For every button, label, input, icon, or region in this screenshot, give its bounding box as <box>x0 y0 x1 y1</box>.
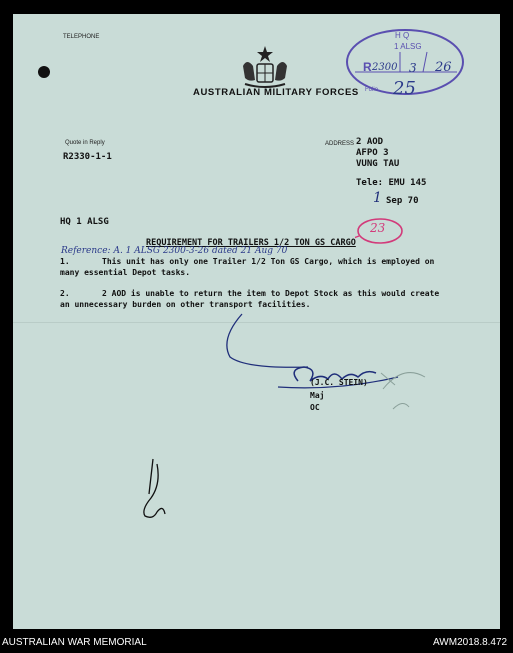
letter-date: Sep 70 <box>386 196 419 206</box>
date-day-handwritten: 1 <box>373 190 382 206</box>
paragraph-1-line-2: many essential Depot tasks. <box>60 268 191 277</box>
telephone-number: Tele: EMU 145 <box>356 178 427 188</box>
reference-number: R2330-1-1 <box>63 152 112 162</box>
stamp-folio-number: 25 <box>393 78 416 99</box>
quote-in-reply-label: Quote in Reply <box>65 140 105 146</box>
footer-accession-number: AWM2018.8.472 <box>433 637 508 648</box>
subject-line: REQUIREMENT FOR TRAILERS 1/2 TON GS CARGO <box>146 238 356 248</box>
address-line-3: VUNG TAU <box>356 159 400 169</box>
document-page <box>13 14 500 629</box>
signatory-role: OC <box>310 403 320 412</box>
footer-bar <box>0 633 513 653</box>
addressee: HQ 1 ALSG <box>60 217 109 227</box>
address-label: ADDRESS <box>325 141 355 147</box>
footer-credit: AUSTRALIAN WAR MEMORIAL <box>2 637 147 648</box>
paragraph-2-number: 2. <box>60 289 70 298</box>
paragraph-2-line-1: 2 AOD is unable to return the item to Depot Stock as this would create <box>102 289 440 298</box>
signatory-rank: Maj <box>310 391 325 400</box>
stamp-file-prefix: R <box>363 60 372 74</box>
ink-blot <box>38 66 50 78</box>
stamp-file-number-2: 3 <box>409 61 417 75</box>
paragraph-2-line-2: an unnecessary burden on other transport facilities. <box>60 300 311 309</box>
signatory-name: (J.C. STEIN) <box>310 378 368 387</box>
paragraph-1-number: 1. <box>60 257 70 266</box>
stamp-line-2: 1 ALSG <box>394 42 422 51</box>
paragraph-1-line-1: This unit has only one Trailer 1/2 Ton GS Cargo, which is employed on <box>102 257 435 266</box>
stamp-folio-label: Folio <box>365 87 379 93</box>
pencil-marks <box>373 359 433 419</box>
stamp-file-number-3: 26 <box>435 60 452 75</box>
circled-number: 23 <box>370 221 386 235</box>
handwritten-initials <box>135 454 175 524</box>
address-line-1: 2 AOD <box>356 137 384 147</box>
stamp-file-number-1: 2300 <box>372 62 398 73</box>
handwritten-reference: Reference: A. 1 ALSG 2300-3-26 dated 21 Aug 70 <box>61 246 288 256</box>
address-line-2: AFPO 3 <box>356 148 389 158</box>
organisation-heading: AUSTRALIAN MILITARY FORCES <box>193 87 359 98</box>
telephone-label: TELEPHONE <box>63 34 100 40</box>
stamp-line-1: H Q <box>395 31 410 40</box>
